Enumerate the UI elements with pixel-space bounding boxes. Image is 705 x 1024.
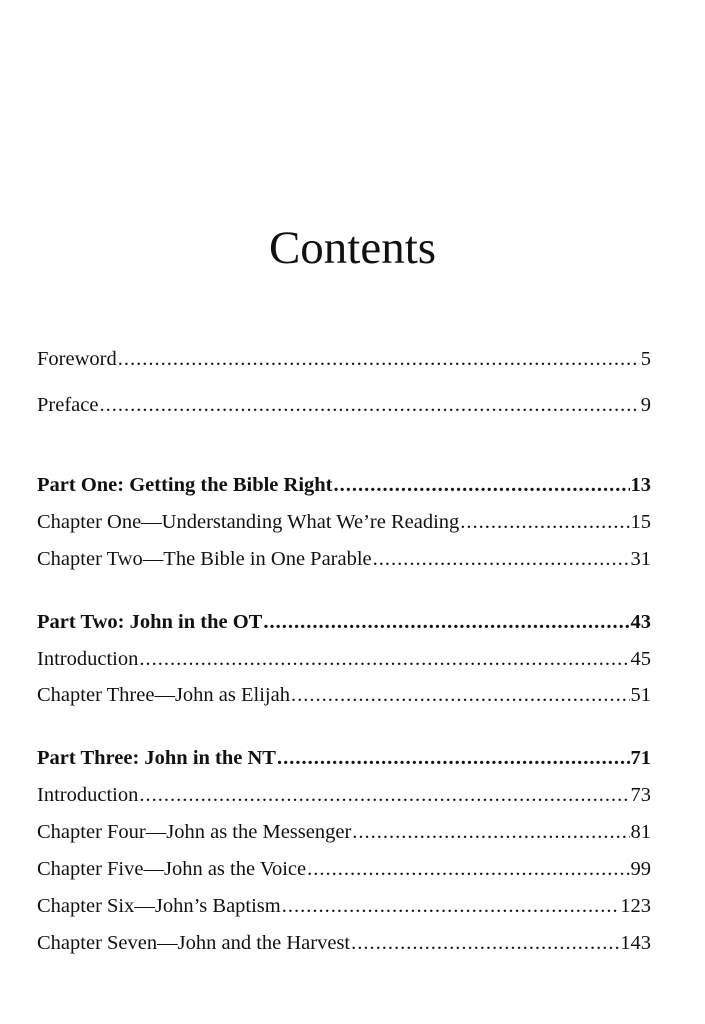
dot-leader <box>373 546 630 572</box>
toc-entry-chapter-six <box>37 893 651 919</box>
toc-entry-label: Preface <box>37 394 99 416</box>
dot-leader <box>291 682 630 708</box>
dot-leader <box>307 856 629 882</box>
toc-entry-label: Chapter Five—John as the Voice <box>37 858 307 880</box>
toc-entry-label: Introduction <box>37 648 139 670</box>
toc-entry-page: 81 <box>630 821 651 843</box>
table-of-contents <box>37 0 651 1024</box>
toc-part-three <box>37 745 651 771</box>
toc-part-one <box>37 472 651 498</box>
toc-entry-label: Chapter Four—John as the Messenger <box>37 821 352 843</box>
toc-entry-chapter-two <box>37 546 651 572</box>
toc-entry-label: Foreword <box>37 348 117 370</box>
toc-entry-foreword <box>37 346 651 372</box>
toc-entry-page: 99 <box>630 858 651 880</box>
toc-entry-chapter-one <box>37 509 651 535</box>
toc-entry-page: 143 <box>620 932 651 954</box>
toc-entry-chapter-four <box>37 819 651 845</box>
dot-leader <box>352 819 629 845</box>
toc-entry-page: 73 <box>630 784 651 806</box>
toc-entry-chapter-seven <box>37 930 651 956</box>
toc-entry-label: Chapter Two—The Bible in One Parable <box>37 548 372 570</box>
toc-entry-introduction-ot <box>37 646 651 672</box>
toc-entry-page: 123 <box>620 895 651 917</box>
toc-entry-label: Part Three: John in the NT <box>37 747 276 769</box>
toc-entry-page: 51 <box>630 684 651 706</box>
toc-entry-page: 15 <box>630 511 651 533</box>
toc-entry-page: 5 <box>640 348 651 370</box>
toc-entry-page: 13 <box>630 474 651 496</box>
toc-entry-label: Part Two: John in the OT <box>37 611 263 633</box>
toc-entry-page: 43 <box>630 611 651 633</box>
dot-leader <box>282 893 620 919</box>
dot-leader <box>263 609 629 635</box>
toc-entry-page: 45 <box>630 648 651 670</box>
dot-leader <box>118 346 640 372</box>
dot-leader <box>99 392 639 418</box>
toc-entry-chapter-five <box>37 856 651 882</box>
toc-entry-label: Introduction <box>37 784 139 806</box>
dot-leader <box>351 930 619 956</box>
dot-leader <box>139 646 629 672</box>
dot-leader <box>460 509 629 535</box>
toc-entry-chapter-three <box>37 682 651 708</box>
toc-entry-label: Chapter Six—John’s Baptism <box>37 895 281 917</box>
toc-entry-page: 31 <box>630 548 651 570</box>
dot-leader <box>139 782 629 808</box>
toc-entry-label: Part One: Getting the Bible Right <box>37 474 333 496</box>
dot-leader <box>277 745 630 771</box>
toc-entry-label: Chapter One—Understanding What We’re Reading <box>37 511 460 533</box>
toc-entry-preface <box>37 392 651 418</box>
dot-leader <box>334 472 630 498</box>
page-title: Contents <box>268 222 437 274</box>
toc-entry-page: 9 <box>640 394 651 416</box>
toc-entry-page: 71 <box>630 747 651 769</box>
toc-entry-label: Chapter Three—John as Elijah <box>37 684 290 706</box>
toc-part-two <box>37 609 651 635</box>
toc-entry-label: Chapter Seven—John and the Harvest <box>37 932 351 954</box>
toc-entry-introduction-nt <box>37 782 651 808</box>
